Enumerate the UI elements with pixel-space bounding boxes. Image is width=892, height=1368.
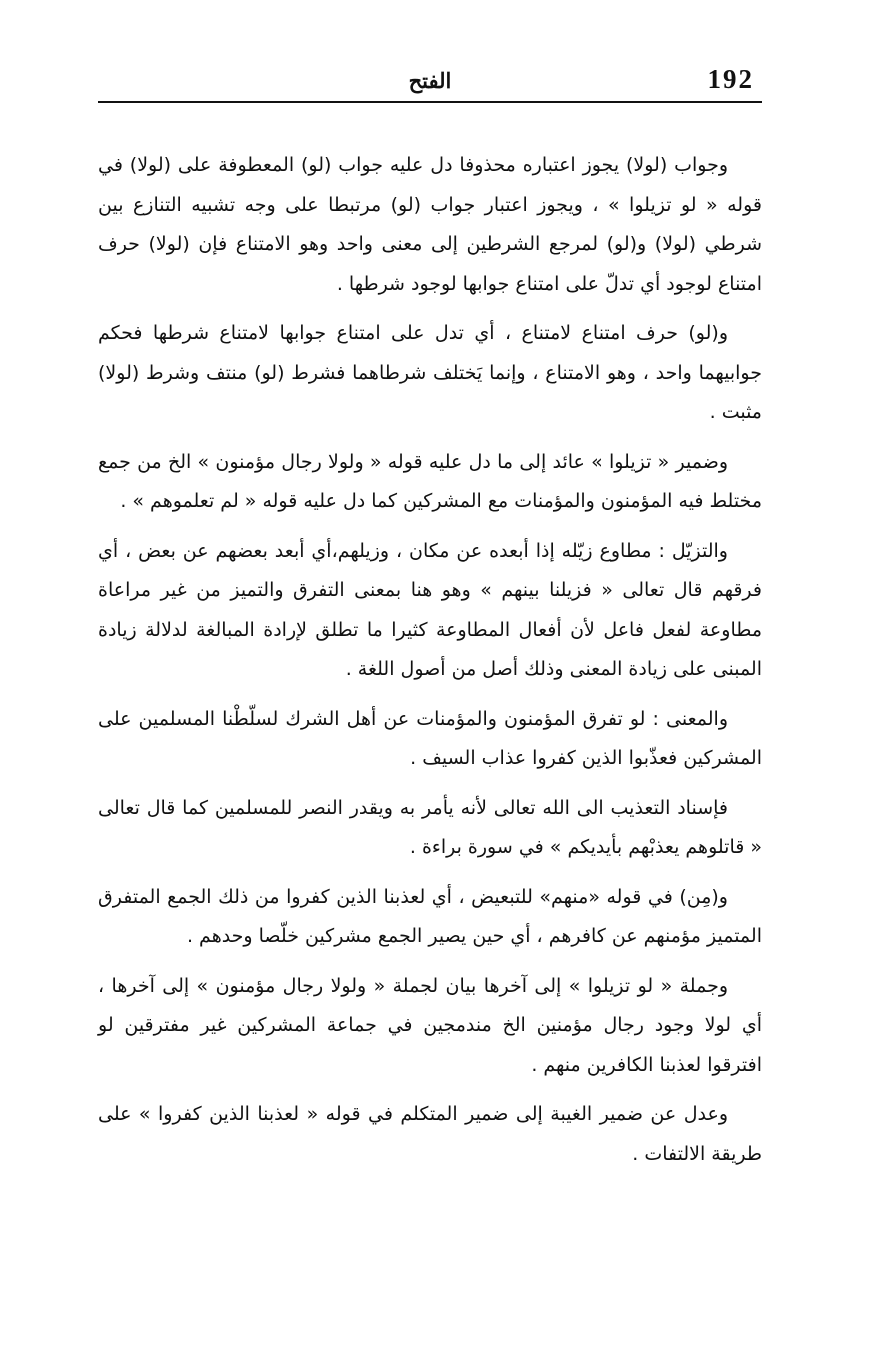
page-header xyxy=(98,58,762,102)
paragraph: وعدل عن ضمير الغيبة إلى ضمير المتكلم في قوله « لعذبنا الذين كفروا » على طريقة الالتفات . xyxy=(98,1103,762,1165)
paragraph: و(مِن) في قوله «منهم» للتبعيض ، أي لعذبنا الذين كفروا من ذلك الجمع المتفرق المتميز مؤمنهم عن كافرهم ، أي حين يصير الجمع مشركين خلّصا وحدهم . xyxy=(98,885,762,947)
page-body xyxy=(98,146,762,1184)
paragraph: وضمير « تزيلوا » عائد إلى ما دل عليه قوله « ولولا رجال مؤمنون » الخ من جمع مختلط فيه المؤمنون والمؤمنات مع المشركين كما دل عليه قوله « لم تعلموهم » . xyxy=(98,450,762,512)
header-divider xyxy=(98,101,762,103)
paragraph: وجواب (لولا) يجوز اعتباره محذوفا دل عليه جواب (لو) المعطوفة على (لولا) في قوله « لو تزيلوا » ، ويجوز اعتبار جواب (لو) مرتبطا على وجه تشبيه التنازع بين شرطي (لولا) و(لو) لمرجع الشرطين إلى معنى واحد وهو الامتناع فإن (لولا) حرف امتناع لوجود أي تدلّ على امتناع جوابها لوجود شرطها . xyxy=(98,154,762,295)
paragraph: و(لو) حرف امتناع لامتناع ، أي تدل على امتناع جوابها لامتناع شرطها فحكم جوابيهما واحد ، وهو الامتناع ، وإنما يَختلف شرطاهما فشرط (لو) منتف وشرط (لولا) مثبت . xyxy=(98,322,762,423)
running-title: الفتح xyxy=(408,68,452,93)
paragraph: وجملة « لو تزيلوا » إلى آخرها بيان لجملة « ولولا رجال مؤمنون » إلى آخرها ، أي لولا وجود رجال مؤمنين الخ مندمجين في جماعة المشركين غير مفترقين لو افترقوا لعذبنا الكافرين منهم . xyxy=(98,974,762,1076)
paragraph: فإسناد التعذيب الى الله تعالى لأنه يأمر به ويقدر النصر للمسلمين كما قال تعالى « قاتلوهم يعذبْهم بأيديكم » في سورة براءة . xyxy=(98,796,762,858)
paragraph: والمعنى : لو تفرق المؤمنون والمؤمنات عن أهل الشرك لسلّطْنا المسلمين على المشركين فعذّبوا الذين كفروا عذاب السيف . xyxy=(98,707,762,769)
paragraph: والتزيّل : مطاوع زيّله إذا أبعده عن مكان ، وزيلهم،أي أبعد بعضهم عن بعض ، أي فرقهم قال تعالى « فزيلنا بينهم » وهو هنا بمعنى التفرق والتميز من غير مراعاة مطاوعة لفعل فاعل لأن أفعال المطاوعة كثيرا ما تطلق لإرادة المبالغة لدلالة زيادة المبنى على زيادة المعنى وذلك أصل من أصول اللغة . xyxy=(98,539,762,680)
page-number: 192 xyxy=(707,64,754,94)
